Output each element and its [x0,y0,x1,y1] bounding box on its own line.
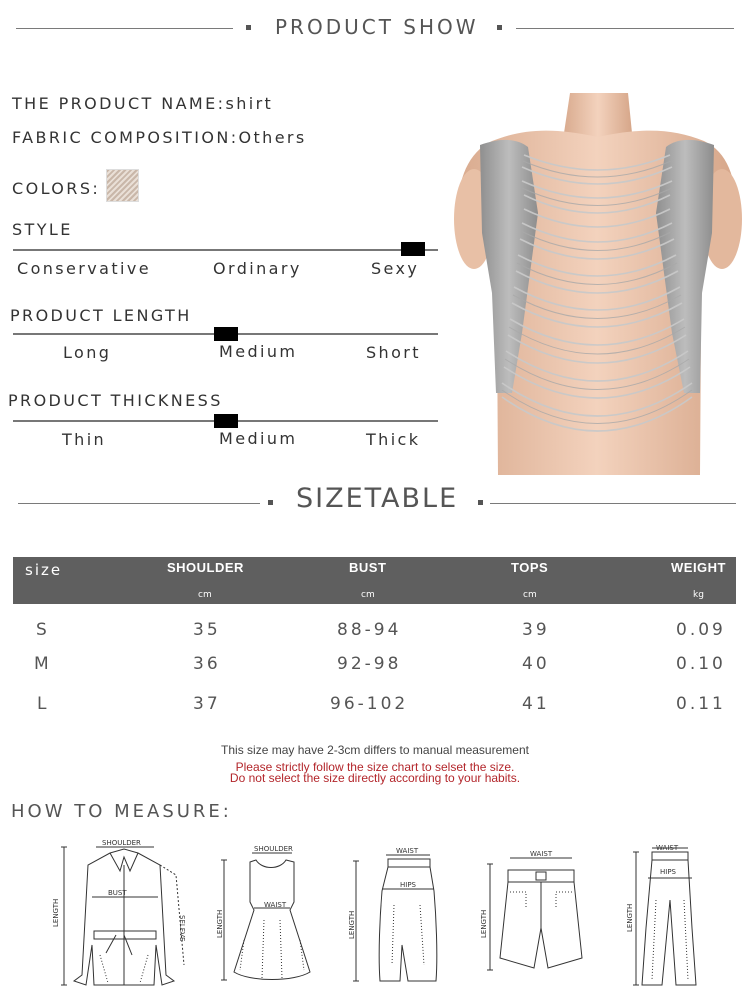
sizetable-bullet-left [268,500,273,505]
page-title: PRODUCT SHOW [275,15,479,39]
shorts-measure-diagram [476,848,606,978]
style-scale-line [13,249,438,251]
style-option-sexy: Sexy [371,259,420,278]
table-row-s-size: S [36,620,50,640]
pants-hips-label: HIPS [660,868,676,876]
style-option-conservative: Conservative [17,259,151,278]
style-title: STYLE [12,220,73,239]
shoulder-unit: cm [198,590,212,600]
fabric-label: FABRIC COMPOSITION: [12,128,239,147]
size-chart-warning: Please strictly follow the size chart to selset the size. [235,760,515,774]
header-bullet-right [497,25,502,30]
thickness-title: PRODUCT THICKNESS [8,391,223,410]
product-name [12,94,273,113]
tops-column-header: TOPS [511,560,549,575]
table-row-s-tops: 39 [522,620,550,640]
length-title: PRODUCT LENGTH [10,306,192,325]
table-row-l-tops: 41 [522,694,550,714]
sizetable-rule-right [490,503,736,504]
product-name-label: THE PRODUCT NAME: [12,94,226,113]
dress-measure-diagram [214,840,314,985]
shorts-length-label: LENGTH [480,909,488,938]
pants-measure-diagram [622,840,712,990]
table-row-l-bust: 96-102 [330,694,409,714]
color-swatch[interactable] [106,169,139,202]
tops-unit: cm [523,590,537,600]
thickness-marker [214,414,238,428]
table-row-m-tops: 40 [522,654,550,674]
skirt-measure-diagram [344,845,444,985]
colors-label: COLORS: [12,179,101,198]
bust-column-header: BUST [349,560,387,575]
weight-column-header: WEIGHT [671,560,726,575]
jacket-shoulder-label: SHOULDER [102,839,141,847]
jacket-sleeve-label: SELEVE [178,915,186,942]
fabric-composition [12,128,307,147]
shoulder-column-header: SHOULDER [167,560,244,575]
product-name-value: shirt [225,94,274,113]
weight-unit: kg [693,590,704,600]
table-row-m-size: M [34,654,52,674]
pants-length-label: LENGTH [626,903,634,932]
skirt-length-label: LENGTH [348,910,356,939]
table-row-m-shoulder: 36 [193,654,221,674]
jacket-length-label: LENGTH [52,898,60,927]
size-column-header: size [25,561,63,579]
style-marker [401,242,425,256]
sizetable-bullet-right [478,500,483,505]
header-rule-left [16,28,233,29]
table-row-m-weight: 0.10 [676,654,726,674]
bust-unit: cm [361,590,375,600]
jacket-measure-diagram [48,835,198,990]
size-table-header [13,557,736,604]
how-to-measure-title: HOW TO MEASURE: [11,801,232,822]
thickness-option-thick: Thick [366,430,421,449]
length-option-medium: Medium [219,342,298,361]
thickness-option-medium: Medium [219,429,298,448]
skirt-hips-label: HIPS [400,881,416,889]
table-row-l-shoulder: 37 [193,694,221,714]
thickness-option-thin: Thin [62,430,107,449]
table-row-s-bust: 88-94 [337,620,402,640]
sizetable-rule-left [18,503,260,504]
product-image [452,93,742,475]
pants-waist-label: WAIST [656,844,679,852]
sizetable-title: SIZETABLE [296,483,459,514]
length-option-long: Long [63,343,112,362]
measurement-note: This size may have 2-3cm differs to manual measurement [221,743,529,757]
length-option-short: Short [366,343,421,362]
table-row-l-size: L [37,694,50,714]
dress-waist-label: WAIST [264,901,287,909]
style-option-ordinary: Ordinary [213,259,302,278]
table-row-s-weight: 0.09 [676,620,726,640]
table-row-s-shoulder: 35 [193,620,221,640]
table-row-m-bust: 92-98 [337,654,402,674]
jacket-bust-label: BUST [108,889,127,897]
dress-length-label: LENGTH [216,909,224,938]
habit-warning: Do not select the size directly according to your habits. [229,771,521,785]
dress-shoulder-label: SHOULDER [254,845,293,853]
header-bullet-left [246,25,251,30]
header-rule-right [516,28,734,29]
table-row-l-weight: 0.11 [676,694,726,714]
skirt-waist-label: WAIST [396,847,419,855]
length-marker [214,327,238,341]
fabric-value: Others [238,128,307,147]
shorts-waist-label: WAIST [530,850,553,858]
